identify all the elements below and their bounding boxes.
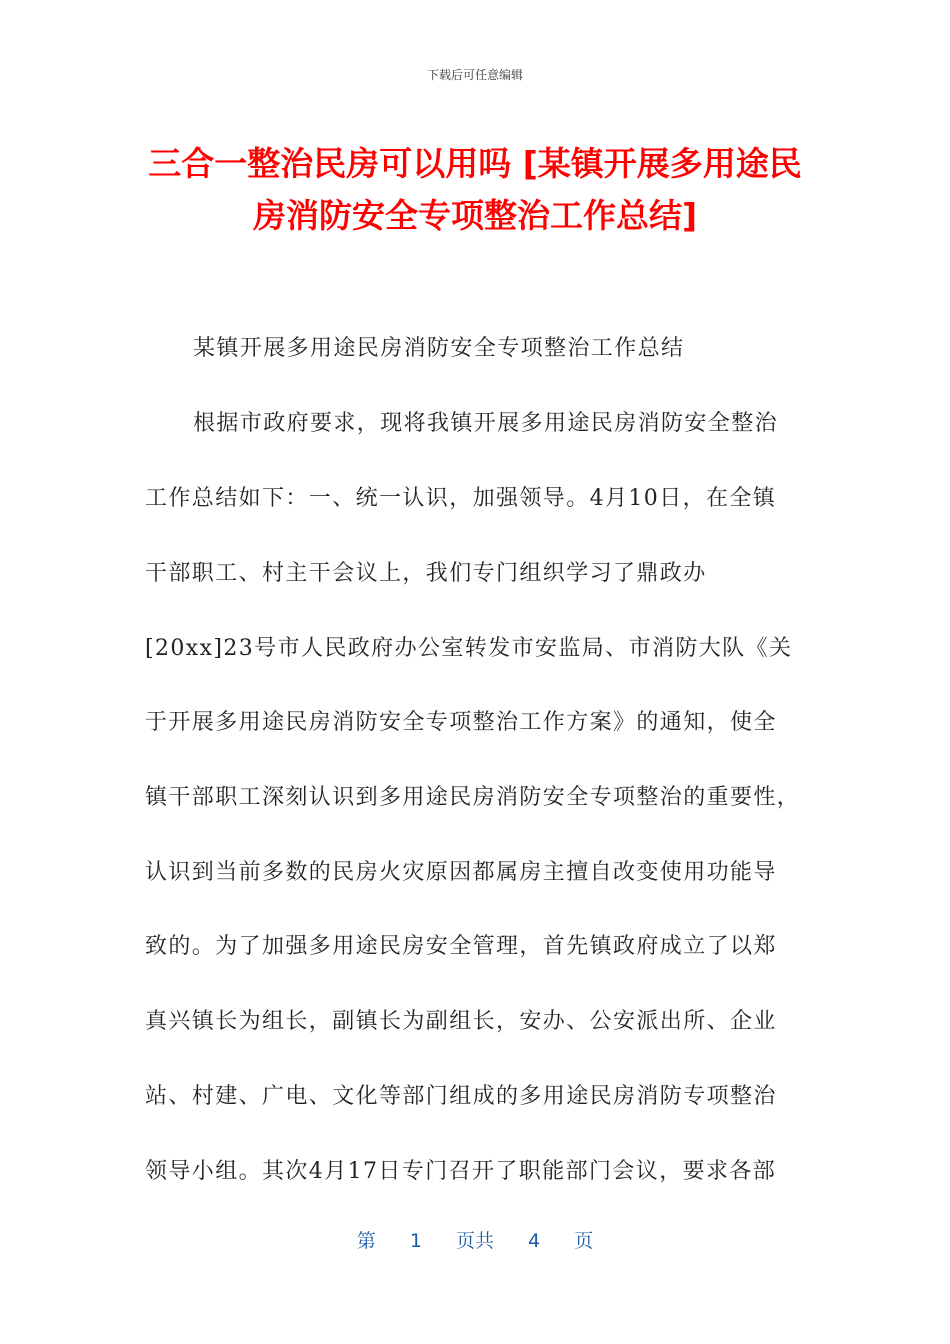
title-line-1: 三合一整治民房可以用吗 [某镇开展多用途民 <box>148 144 802 183</box>
body-line: 工作总结如下：一、统一认识，加强领导。4月10日，在全镇 <box>145 486 777 511</box>
body-line: [20xx]23号市人民政府办公室转发市安监局、市消防大队《关 <box>145 636 793 661</box>
header-note: 下载后可任意编辑 <box>426 68 523 82</box>
title-line-2: 房消防安全专项整治工作总结] <box>252 196 698 235</box>
body-subtitle: 某镇开展多用途民房消防安全专项整治工作总结 <box>193 336 685 361</box>
body-line: 真兴镇长为组长，副镇长为副组长，安办、公安派出所、企业 <box>145 1009 777 1034</box>
page-label-suffix: 页 <box>574 1230 594 1252</box>
body-line: 认识到当前多数的民房火灾原因都属房主擅自改变使用功能导 <box>145 860 777 885</box>
page-label-prefix: 第 <box>356 1230 376 1252</box>
page-footer <box>0 1226 950 1253</box>
body-line: 致的。为了加强多用途民房安全管理，首先镇政府成立了以郑 <box>145 934 777 959</box>
body-line: 领导小组。其次4月17日专门召开了职能部门会议，要求各部 <box>145 1159 777 1184</box>
page-label-middle: 页共 <box>455 1230 494 1252</box>
document-title <box>120 138 830 242</box>
page-total-number: 4 <box>528 1230 541 1252</box>
body-line: 根据市政府要求，现将我镇开展多用途民房消防安全整治 <box>193 411 779 436</box>
body-line: 干部职工、村主干会议上，我们专门组织学习了鼎政办 <box>145 561 707 586</box>
body-line: 于开展多用途民房消防安全专项整治工作方案》的通知，使全 <box>145 710 777 735</box>
page-current-number: 1 <box>409 1230 422 1252</box>
body-line: 站、村建、广电、文化等部门组成的多用途民房消防专项整治 <box>145 1084 777 1109</box>
body-line: 镇干部职工深刻认识到多用途民房消防安全专项整治的重要性， <box>145 785 801 810</box>
